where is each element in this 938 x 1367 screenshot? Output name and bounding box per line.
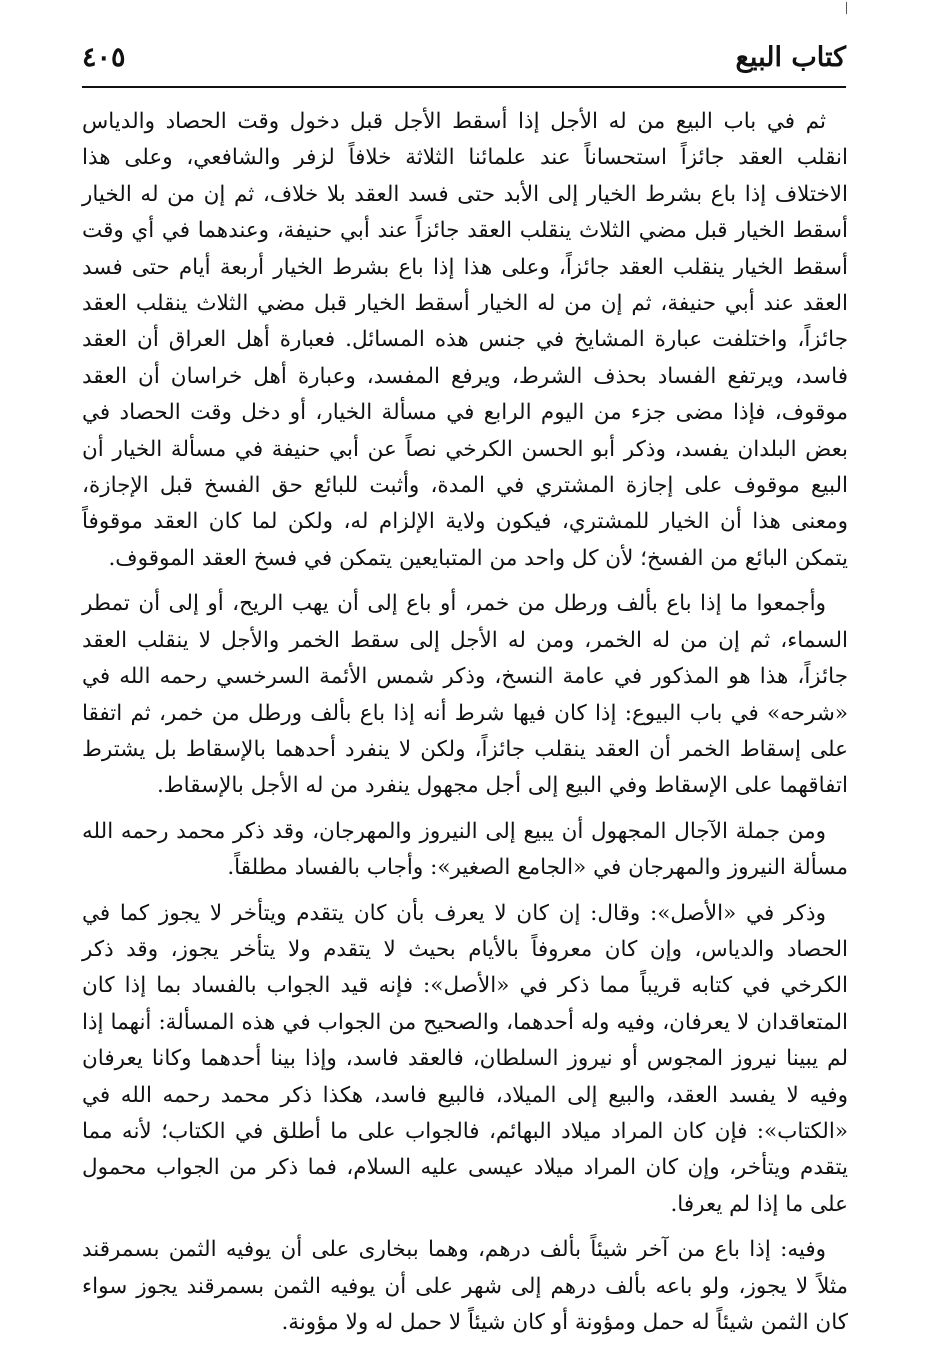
paragraph: ومن جملة الآجال المجهول أن يبيع إلى النيروز والمهرجان، وقد ذكر محمد رحمه الله مسألة النيروز والمهرجان في «الجامع الصغير»: وأجاب بالفساد مطلقاً. xyxy=(82,818,848,881)
paragraph: وأجمعوا ما إذا باع بألف ورطل من خمر، أو باع إلى أن يهب الريح، أو إلى أن تمطر السماء، ثم إن من له الخمر، ومن له الأجل إلى سقط الخمر والأجل لا ينقلب العقد جائزاً، هذا هو المذكور في عامة النسخ، وذكر شمس الأئمة السرخسي رحمه الله في «شرحه» في باب البيوع: إذا كان فيها شرط أنه إذا باع بألف ورطل من خمر، ثم اتفقا على إسقاط الخمر أن العقد ينقلب جائزاً، ولكن لا ينفرد أحدهما بالإسقاط بل يشترط اتفاقهما على الإسقاط وفي البيع إلى أجل مجهول ينفرد من له الأجل بالإسقاط. xyxy=(82,591,848,799)
page-number: ٤٠٥ xyxy=(82,42,126,73)
page-header xyxy=(82,38,846,90)
running-title: كتاب البيع xyxy=(735,42,846,73)
paragraph: وفيه: إذا باع من آخر شيئاً بألف درهم، وهما ببخارى على أن يوفيه الثمن بسمرقند مثلاً لا يجوز، ولو باعه بألف درهم إلى شهر على أن يوفيه الثمن بسمرقند يجوز سواء كان الثمن شيئاً له حمل ومؤونة أو كان شيئاً لا حمل له ولا مؤونة. xyxy=(82,1237,848,1335)
paragraph: ثم في باب البيع من له الأجل إذا أسقط الأجل قبل دخول وقت الحصاد والدياس انقلب العقد جائزاً استحساناً عند علمائنا الثلاثة خلافاً لزفر والشافعي، وعلى هذا الاختلاف إذا باع بشرط الخيار إلى الأبد حتى فسد العقد بلا خلاف، ثم إن من له الخيار أسقط الخيار قبل مضي الثلاث ينقلب العقد جائزاً عند أبي حنيفة، وعندهما في أي وقت أسقط الخيار ينقلب العقد جائزاً، وعلى هذا إذا باع بشرط الخيار أربعة أيام حتى فسد العقد عند أبي حنيفة، ثم إن من له الخيار أسقط الخيار قبل مضي الثلاث ينقلب العقد جائزاً، واختلفت عبارة المشايخ في جنس هذه المسائل. فعبارة أهل العراق أن العقد فاسد، ويرتفع الفساد بحذف الشرط، ويرفع المفسد، وعبارة أهل خراسان أن العقد موقوف، فإذا مضى جزء من اليوم الرابع في مسألة الخيار، أو دخل وقت الحصاد في بعض البلدان يفسد، وذكر أبو الحسن الكرخي نصاً عن أبي حنيفة في مسألة الخيار أن البيع موقوف على إجازة المشتري في المدة، وأثبت للبائع حق الفسخ قبل الإجازة، ومعنى هذا أن الخيار للمشتري، فيكون ولاية الإلزام له، ولكن لما كان العقد موقوفاً يتمكن البائع من الفسخ؛ لأن كل واحد من المتبايعين يتمكن في فسخ العقد الموقوف. xyxy=(82,109,848,571)
paragraph: وذكر في «الأصل»: وقال: إن كان لا يعرف بأن كان يتقدم ويتأخر لا يجوز كما في الحصاد والدياس، وإن كان معروفاً بالأيام بحيث لا يتقدم ولا يتأخر يجوز، وقد ذكر الكرخي في كتابه قريباً مما ذكر في «الأصل»: فإنه قيد الجواب بالفساد بما إذا كان المتعاقدان لا يعرفان، وفيه وله أحدهما، والصحيح من الجواب في هذه المسألة: أنهما إذا لم يبينا نيروز المجوس أو نيروز السلطان، فالعقد فاسد، وإذا بينا أحدهما وكانا يعرفان وفيه لا يفسد العقد، والبيع إلى الميلاد، فالبيع فاسد، هكذا ذكر محمد رحمه الله في «الكتاب»: فإن كان المراد ميلاد البهائم، فالجواب على ما أطلق في الكتاب؛ لأنه مما يتقدم ويتأخر، وإن كان المراد ميلاد عيسى عليه السلام، فما ذكر من الجواب محمول على ما إذا لم يعرفا. xyxy=(82,900,848,1217)
page-body xyxy=(82,104,848,1350)
scan-mark xyxy=(846,2,851,14)
header-divider xyxy=(82,86,846,88)
